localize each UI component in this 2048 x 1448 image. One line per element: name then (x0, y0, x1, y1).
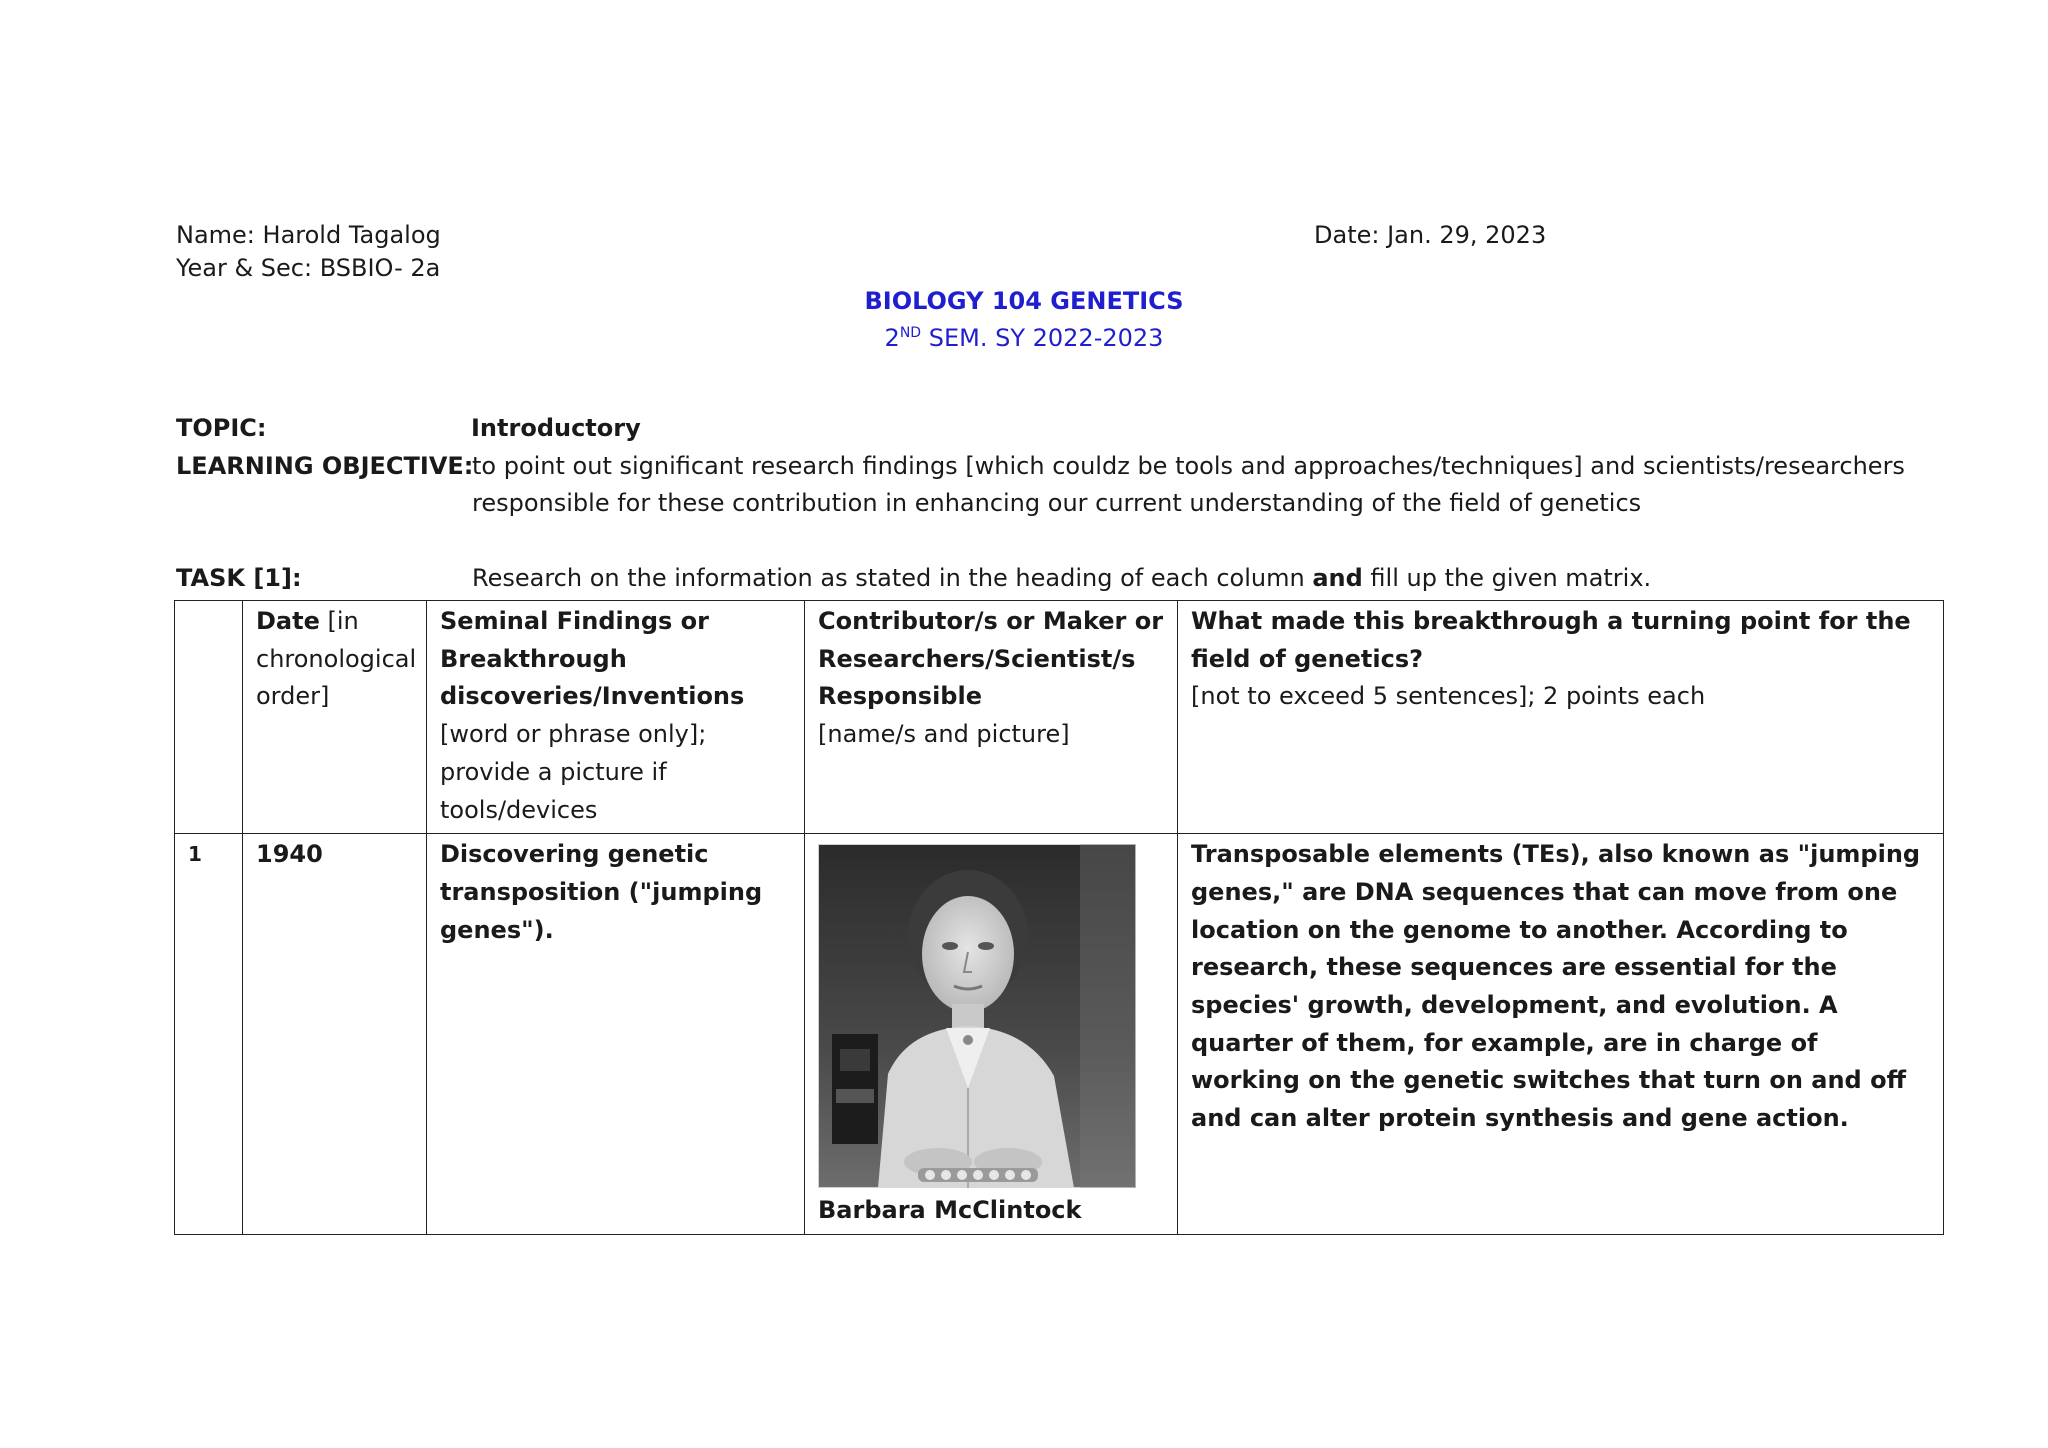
table-row (175, 834, 1944, 1235)
row-number: 1 (175, 834, 243, 1235)
semester-superscript: ND (899, 325, 922, 341)
header-significance-rest: [not to exceed 5 sentences]; 2 points each (1191, 682, 1706, 711)
semester-rest: SEM. SY 2022-2023 (921, 324, 1164, 352)
semester-line (0, 318, 2048, 353)
topic-value: Introductory (471, 414, 641, 442)
task-text-bold: and (1312, 564, 1363, 592)
contributor-photo (818, 844, 1136, 1188)
row-significance: Transposable elements (TEs), also known as "jumping genes," are DNA sequences that can move from one location on the genome to another. According to research, these sequences are essential for the species' growth, development, and evolution. A quarter of them, for example, are in charge of working on the genetic switches that turn on and off and can alter protein synthesis and gene action. (1178, 834, 1944, 1235)
header-contributor-rest: [name/s and picture] (818, 720, 1070, 749)
header-date-rest: [in chronological order] (256, 607, 417, 711)
course-title: BIOLOGY 104 GENETICS (864, 287, 1184, 315)
header-contributor-cell (805, 601, 1178, 834)
portrait-photo-image (818, 844, 1136, 1188)
header-date-bold: Date (256, 607, 320, 635)
objective-line-2: responsible for these contribution in enhancing our current understanding of the field of genetics (472, 489, 1642, 517)
student-name: Name: Harold Tagalog (176, 221, 441, 249)
task-label: TASK [1]: (176, 564, 302, 592)
header-findings-bold: Seminal Findings or Breakthrough discoveries/Inventions (440, 607, 745, 711)
row-finding: Discovering genetic transposition ("jumping genes"). (427, 834, 805, 1235)
topic-label: TOPIC: (176, 414, 267, 442)
header-significance-cell (1178, 601, 1944, 834)
contributor-name: Barbara McClintock (818, 1196, 1082, 1225)
row-contributor (805, 834, 1178, 1235)
row-date: 1940 (243, 834, 427, 1235)
header-number-cell (175, 601, 243, 834)
task-text-before: Research on the information as stated in the heading of each column (472, 564, 1313, 592)
research-matrix (174, 600, 1944, 1235)
header-significance-bold: What made this breakthrough a turning point for the field of genetics? (1191, 607, 1911, 673)
task-instruction (472, 563, 1651, 593)
semester-number: 2 (884, 324, 900, 352)
date: Date: Jan. 29, 2023 (1314, 221, 1547, 249)
matrix-header-row (175, 601, 1944, 834)
header-date-cell (243, 601, 427, 834)
objective-label: LEARNING OBJECTIVE: (176, 452, 474, 480)
year-section: Year & Sec: BSBIO- 2a (176, 254, 441, 282)
header-findings-cell (427, 601, 805, 834)
task-text-after: fill up the given matrix. (1362, 564, 1652, 592)
header-contributor-bold: Contributor/s or Maker or Researchers/Scientist/s Responsible (818, 607, 1164, 711)
header-findings-rest: [word or phrase only]; provide a picture if tools/devices (440, 720, 707, 824)
objective-line-1: to point out significant research findings [which couldz be tools and approaches/techniques] and scientists/researchers (472, 452, 1905, 480)
